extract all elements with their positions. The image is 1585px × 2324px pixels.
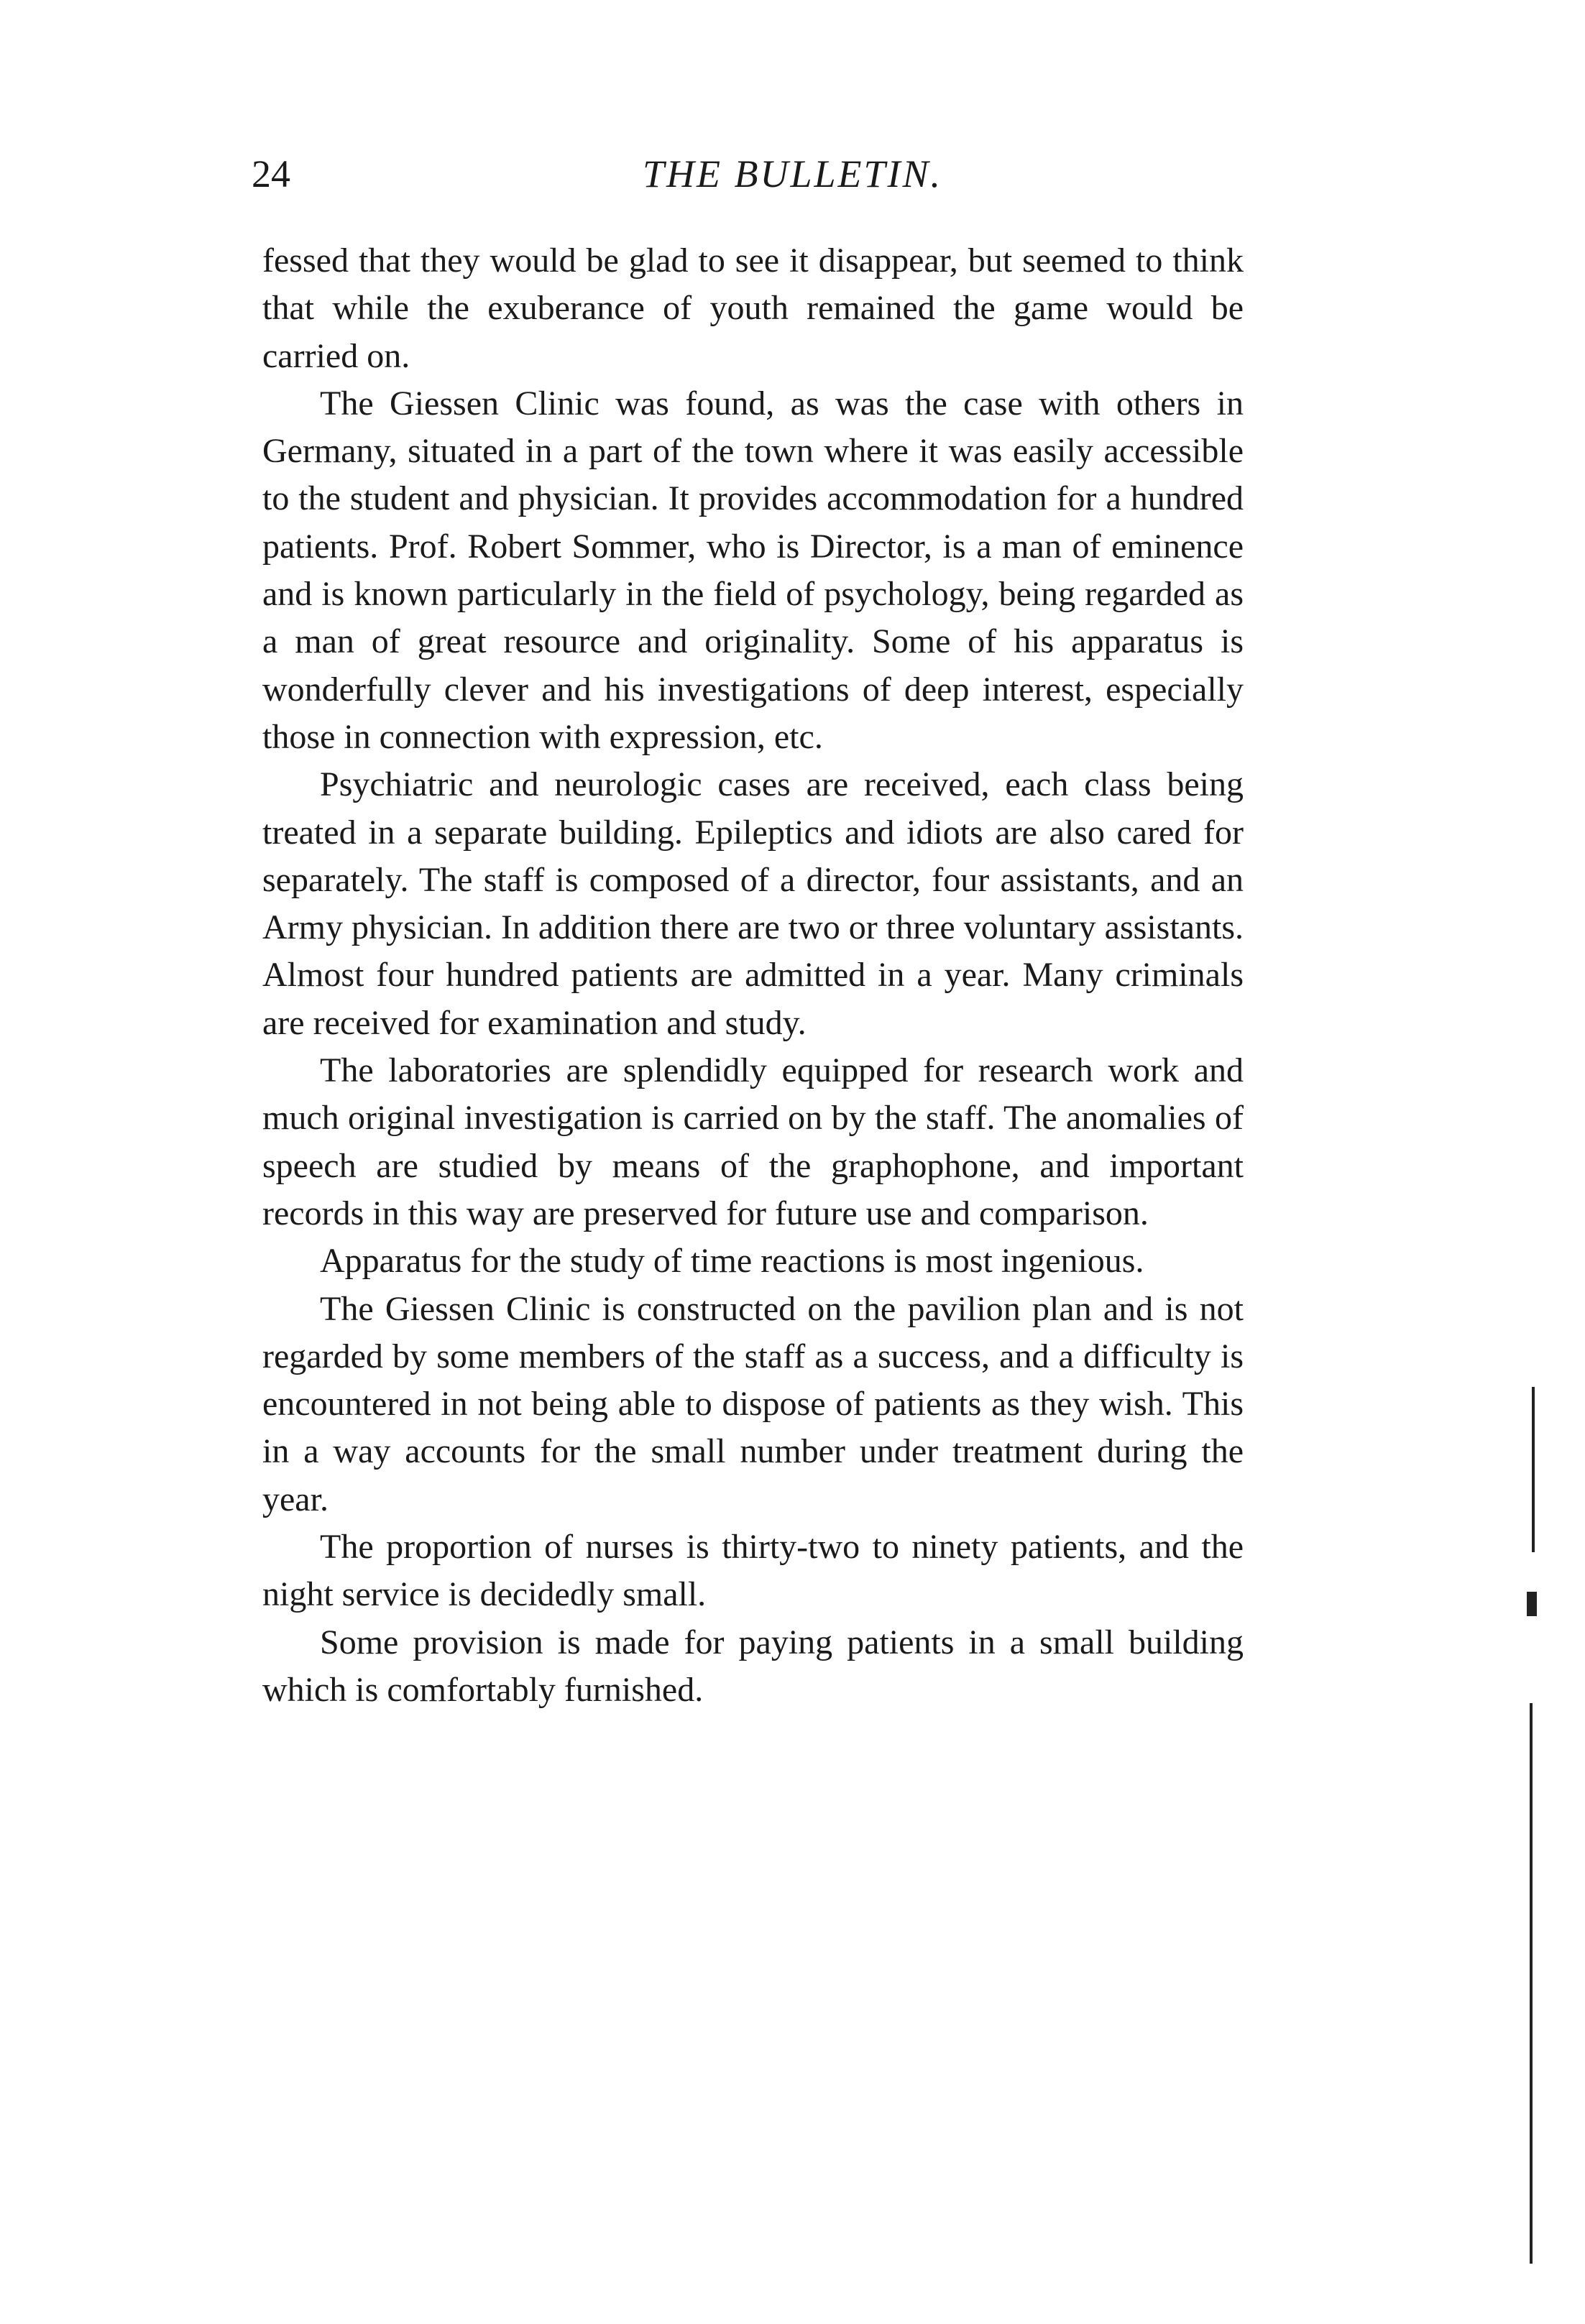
- paragraph-pavilion-plan: The Giessen Clinic is constructed on the pavilion plan and is not regarded by some members of the staff as a success, and a difficulty is encountered in not being able to dispose of patients as they wish. This in a way accounts for the small number under treatment during the year.: [262, 1289, 1244, 1518]
- gutter-line-upper: [1532, 1387, 1535, 1552]
- paragraph-apparatus: Apparatus for the study of time reactions is most ingenious.: [320, 1242, 1144, 1281]
- body-text: [262, 237, 1244, 1714]
- paragraph-cases: Psychiatric and neurologic cases are received, each class being treated in a separate building. Epileptics and idiots are also cared for separately. The staff is composed of a director, four assistants, and an Army physician. In addition there are two or three voluntary assistants. Almost four hundred patients are admitted in a year. Many criminals are received for examination and study.: [262, 765, 1244, 1042]
- paragraph-giessen-clinic: The Giessen Clinic was found, as was the case with others in Germany, situated in a part of the town where it was easily accessible to the student and physician. It provides accommodation for a hundred patients. Prof. Robert Sommer, who is Director, is a man of eminence and is known particularly in the field of psychology, being regarded as a man of great resource and originality. Some of his apparatus is wonderfully clever and his investigations of deep interest, especially those in connection with expression, etc.: [262, 384, 1244, 756]
- page-number: 24: [252, 152, 290, 195]
- running-title: THE BULLETIN.: [642, 152, 943, 195]
- gutter-line-lower: [1530, 1703, 1533, 2264]
- paragraph-paying-patients: Some provision is made for paying patients in a small building which is comfortably furnished.: [262, 1623, 1244, 1709]
- paragraph-nurses: The proportion of nurses is thirty-two to ninety patients, and the night service is decidedly small.: [262, 1528, 1244, 1614]
- paragraph-continuation: fessed that they would be glad to see it disappear, but seemed to think that while the exuberance of youth remained the game would be carried on.: [262, 241, 1244, 375]
- gutter-blot: [1527, 1592, 1537, 1616]
- paragraph-laboratories: The laboratories are splendidly equipped for research work and much original investigation is carried on by the staff. The anomalies of speech are studied by means of the graphophone, and important records in this way are preserved for future use and comparison.: [262, 1051, 1244, 1232]
